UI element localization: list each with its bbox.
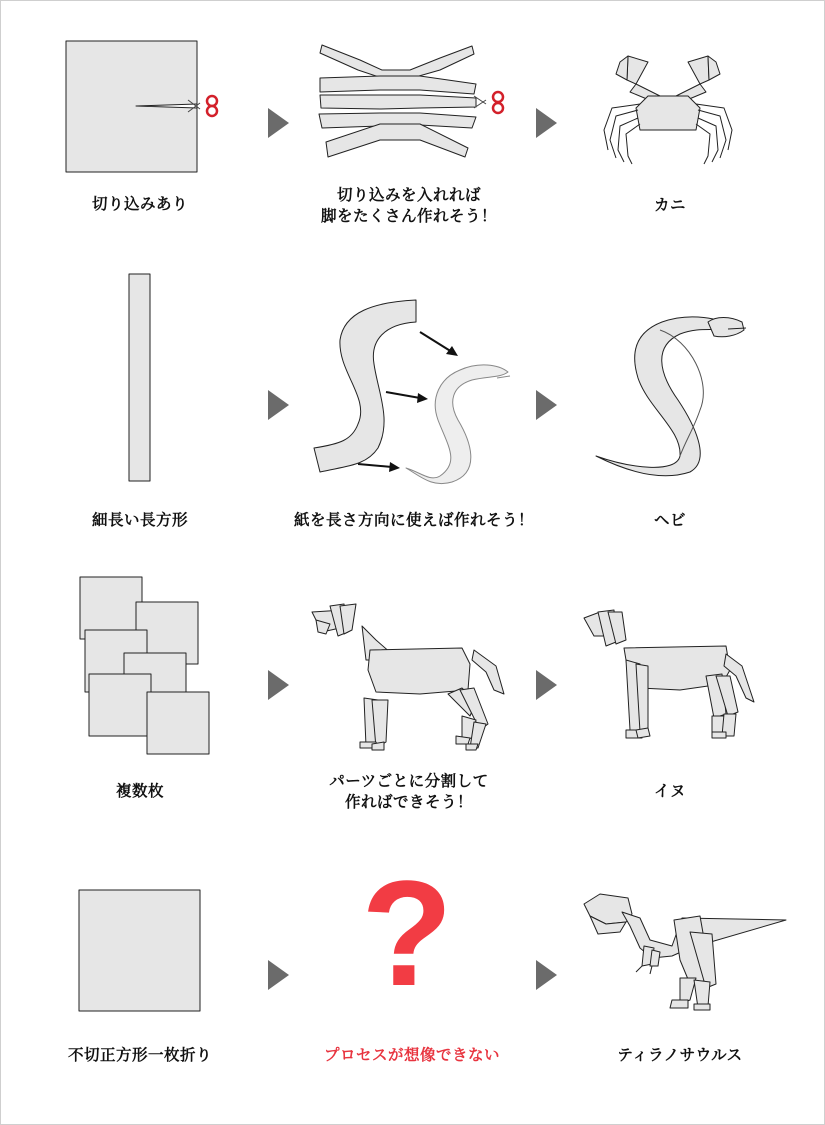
arrow-icon: [268, 108, 289, 138]
arrow-icon: [536, 390, 557, 420]
origami-dog: [584, 610, 754, 738]
single-square: [79, 890, 200, 1011]
origami-trex: [584, 894, 786, 1010]
input-label-dog: 複数枚: [115, 782, 164, 800]
origami-snake: [596, 317, 746, 476]
input-label-snake: 細長い長方形: [91, 511, 188, 529]
process-line: 紙を長さ方向に使えば作れそう！: [293, 511, 534, 529]
input-label-crab: 切り込みあり: [91, 195, 188, 213]
arrow-icon: [536, 960, 557, 990]
question-mark-icon: ?: [361, 849, 453, 1017]
result-label-snake: ヘビ: [653, 511, 686, 529]
dog-parts: [312, 604, 504, 750]
process-line: 作ればできそう！: [344, 793, 473, 811]
strips-with-scissors: [319, 45, 503, 157]
multiple-squares: [80, 577, 209, 754]
input-label-trex: 不切正方形一枚折り: [67, 1046, 212, 1064]
arrow-icon: [268, 390, 289, 420]
long-rectangle: [129, 274, 150, 481]
process-label-snake: [264, 510, 564, 531]
result-label-trex: ティラノサウルス: [617, 1046, 743, 1064]
process-label-crab: [259, 185, 559, 227]
process-line: パーツごとに分割して: [329, 772, 489, 790]
arrow-icon: [536, 108, 557, 138]
process-label-dog: [259, 771, 559, 813]
process-line: 切り込みを入れれば: [336, 186, 481, 204]
strip-to-snake: [314, 300, 510, 484]
arrow-icon: [268, 960, 289, 990]
origami-crab: [604, 56, 732, 164]
process-line: 脚をたくさん作れそう！: [320, 207, 497, 225]
process-label-trex: [262, 1045, 562, 1066]
square-with-cut: [66, 41, 197, 172]
result-label-dog: イヌ: [653, 782, 686, 800]
process-line: プロセスが想像できない: [323, 1046, 500, 1064]
arrow-icon: [536, 670, 557, 700]
arrow-icon: [268, 670, 289, 700]
result-label-crab: カニ: [653, 196, 686, 214]
